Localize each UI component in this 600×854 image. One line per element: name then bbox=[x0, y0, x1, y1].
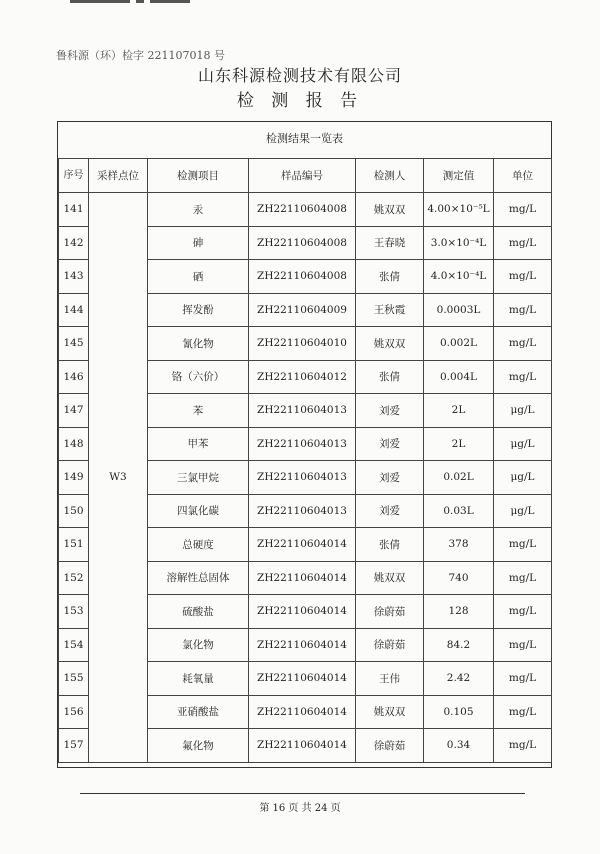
cell-unit: mg/L bbox=[494, 729, 552, 763]
cell-tester: 张倩 bbox=[356, 260, 424, 294]
cell-tester: 刘爱 bbox=[356, 427, 424, 461]
cell-value: 0.004L bbox=[424, 360, 494, 394]
cell-unit: mg/L bbox=[494, 260, 552, 294]
cell-unit: mg/L bbox=[494, 193, 552, 227]
cell-sample-id: ZH22110604008 bbox=[249, 193, 356, 227]
cell-tester: 姚双双 bbox=[356, 193, 424, 227]
cell-tester: 姚双双 bbox=[356, 695, 424, 729]
cell-unit: mg/L bbox=[494, 695, 552, 729]
cell-value: 0.105 bbox=[424, 695, 494, 729]
sheet-title: 检测结果一览表 bbox=[266, 132, 343, 145]
results-sheet bbox=[57, 121, 552, 768]
cell-item: 挥发酚 bbox=[148, 293, 249, 327]
cell-no: 148 bbox=[59, 427, 89, 461]
cell-tester: 张倩 bbox=[356, 360, 424, 394]
column-header-sampling-point: 采样点位 bbox=[89, 159, 148, 193]
cell-unit: mg/L bbox=[494, 595, 552, 629]
cell-item: 铬（六价） bbox=[148, 360, 249, 394]
cell-sample-id: ZH22110604008 bbox=[249, 260, 356, 294]
cell-sample-id: ZH22110604013 bbox=[249, 461, 356, 495]
cell-value: 0.02L bbox=[424, 461, 494, 495]
cell-unit: μg/L bbox=[494, 461, 552, 495]
cell-no: 149 bbox=[59, 461, 89, 495]
cell-value: 0.002L bbox=[424, 327, 494, 361]
table-body bbox=[59, 193, 552, 763]
cell-item: 耗氧量 bbox=[148, 662, 249, 696]
cell-tester: 徐蔚茹 bbox=[356, 729, 424, 763]
cell-unit: mg/L bbox=[494, 360, 552, 394]
cell-unit: μg/L bbox=[494, 394, 552, 428]
cell-item: 硫酸盐 bbox=[148, 595, 249, 629]
cell-no: 143 bbox=[59, 260, 89, 294]
cell-tester: 张倩 bbox=[356, 528, 424, 562]
cell-item: 四氯化碳 bbox=[148, 494, 249, 528]
cell-item: 氰化物 bbox=[148, 327, 249, 361]
cell-item: 亚硝酸盐 bbox=[148, 695, 249, 729]
cell-unit: mg/L bbox=[494, 528, 552, 562]
column-header-item: 检测项目 bbox=[148, 159, 249, 193]
column-header-tester: 检测人 bbox=[356, 159, 424, 193]
column-header-value: 测定值 bbox=[424, 159, 494, 193]
cell-item: 苯 bbox=[148, 394, 249, 428]
cell-value: 0.03L bbox=[424, 494, 494, 528]
cell-no: 144 bbox=[59, 293, 89, 327]
cell-no: 155 bbox=[59, 662, 89, 696]
cell-no: 156 bbox=[59, 695, 89, 729]
cell-value: 2L bbox=[424, 394, 494, 428]
cell-sample-id: ZH22110604013 bbox=[249, 494, 356, 528]
cell-no: 151 bbox=[59, 528, 89, 562]
column-header-unit: 单位 bbox=[494, 159, 552, 193]
cell-no: 153 bbox=[59, 595, 89, 629]
cell-tester: 刘爱 bbox=[356, 461, 424, 495]
table-header-row bbox=[59, 159, 552, 193]
results-table bbox=[58, 158, 552, 763]
cell-no: 145 bbox=[59, 327, 89, 361]
cell-tester: 姚双双 bbox=[356, 327, 424, 361]
cell-value: 378 bbox=[424, 528, 494, 562]
cell-value: 4.00×10⁻⁵L bbox=[424, 193, 494, 227]
cell-value: 0.34 bbox=[424, 729, 494, 763]
cell-value: 3.0×10⁻⁴L bbox=[424, 226, 494, 260]
cell-unit: mg/L bbox=[494, 561, 552, 595]
cell-value: 2.42 bbox=[424, 662, 494, 696]
cell-unit: mg/L bbox=[494, 628, 552, 662]
cell-item: 汞 bbox=[148, 193, 249, 227]
cell-no: 142 bbox=[59, 226, 89, 260]
cell-sample-id: ZH22110604009 bbox=[249, 293, 356, 327]
cell-sample-id: ZH22110604008 bbox=[249, 226, 356, 260]
cell-unit: μg/L bbox=[494, 494, 552, 528]
cell-value: 4.0×10⁻⁴L bbox=[424, 260, 494, 294]
cell-value: 84.2 bbox=[424, 628, 494, 662]
cell-no: 152 bbox=[59, 561, 89, 595]
cell-sample-id: ZH22110604014 bbox=[249, 662, 356, 696]
cell-item: 氟化物 bbox=[148, 729, 249, 763]
cell-item: 总硬度 bbox=[148, 528, 249, 562]
cell-sample-id: ZH22110604014 bbox=[249, 695, 356, 729]
footer-divider bbox=[80, 793, 525, 794]
cell-value: 128 bbox=[424, 595, 494, 629]
document-number: 鲁科源（环）检字 221107018 号 bbox=[56, 49, 225, 62]
cell-tester: 刘爱 bbox=[356, 394, 424, 428]
cell-sample-id: ZH22110604014 bbox=[249, 595, 356, 629]
cell-unit: mg/L bbox=[494, 327, 552, 361]
cell-item: 溶解性总固体 bbox=[148, 561, 249, 595]
page-number: 第 16 页 共 24 页 bbox=[259, 803, 341, 814]
cell-value: 740 bbox=[424, 561, 494, 595]
cell-tester: 王伟 bbox=[356, 662, 424, 696]
cell-tester: 徐蔚茹 bbox=[356, 628, 424, 662]
cell-value: 0.0003L bbox=[424, 293, 494, 327]
cell-item: 砷 bbox=[148, 226, 249, 260]
cell-item: 氯化物 bbox=[148, 628, 249, 662]
cell-tester: 姚双双 bbox=[356, 561, 424, 595]
cell-no: 150 bbox=[59, 494, 89, 528]
cell-tester: 王秋霞 bbox=[356, 293, 424, 327]
cell-no: 154 bbox=[59, 628, 89, 662]
cell-sample-id: ZH22110604014 bbox=[249, 528, 356, 562]
cell-sample-id: ZH22110604013 bbox=[249, 394, 356, 428]
company-name: 山东科源检测技术有限公司 bbox=[197, 66, 402, 85]
cell-item: 甲苯 bbox=[148, 427, 249, 461]
cell-sample-id: ZH22110604014 bbox=[249, 628, 356, 662]
cell-sampling-point: W3 bbox=[89, 193, 148, 763]
cell-sample-id: ZH22110604014 bbox=[249, 729, 356, 763]
cell-sample-id: ZH22110604013 bbox=[249, 427, 356, 461]
cell-tester: 徐蔚茹 bbox=[356, 595, 424, 629]
cell-sample-id: ZH22110604012 bbox=[249, 360, 356, 394]
cell-sample-id: ZH22110604010 bbox=[249, 327, 356, 361]
cell-unit: mg/L bbox=[494, 293, 552, 327]
cell-tester: 刘爱 bbox=[356, 494, 424, 528]
cell-no: 146 bbox=[59, 360, 89, 394]
cell-unit: μg/L bbox=[494, 427, 552, 461]
cell-unit: mg/L bbox=[494, 662, 552, 696]
cell-no: 147 bbox=[59, 394, 89, 428]
cell-item: 硒 bbox=[148, 260, 249, 294]
column-header-sample-id: 样品编号 bbox=[249, 159, 356, 193]
column-header-no: 序号 bbox=[59, 159, 89, 193]
cell-sample-id: ZH22110604014 bbox=[249, 561, 356, 595]
cell-item: 三氯甲烷 bbox=[148, 461, 249, 495]
cell-unit: mg/L bbox=[494, 226, 552, 260]
scan-top-marks bbox=[70, 0, 260, 6]
cell-value: 2L bbox=[424, 427, 494, 461]
table-row bbox=[59, 193, 552, 227]
cell-no: 141 bbox=[59, 193, 89, 227]
report-title: 检 测 报 告 bbox=[236, 91, 364, 111]
cell-no: 157 bbox=[59, 729, 89, 763]
cell-tester: 王春晓 bbox=[356, 226, 424, 260]
